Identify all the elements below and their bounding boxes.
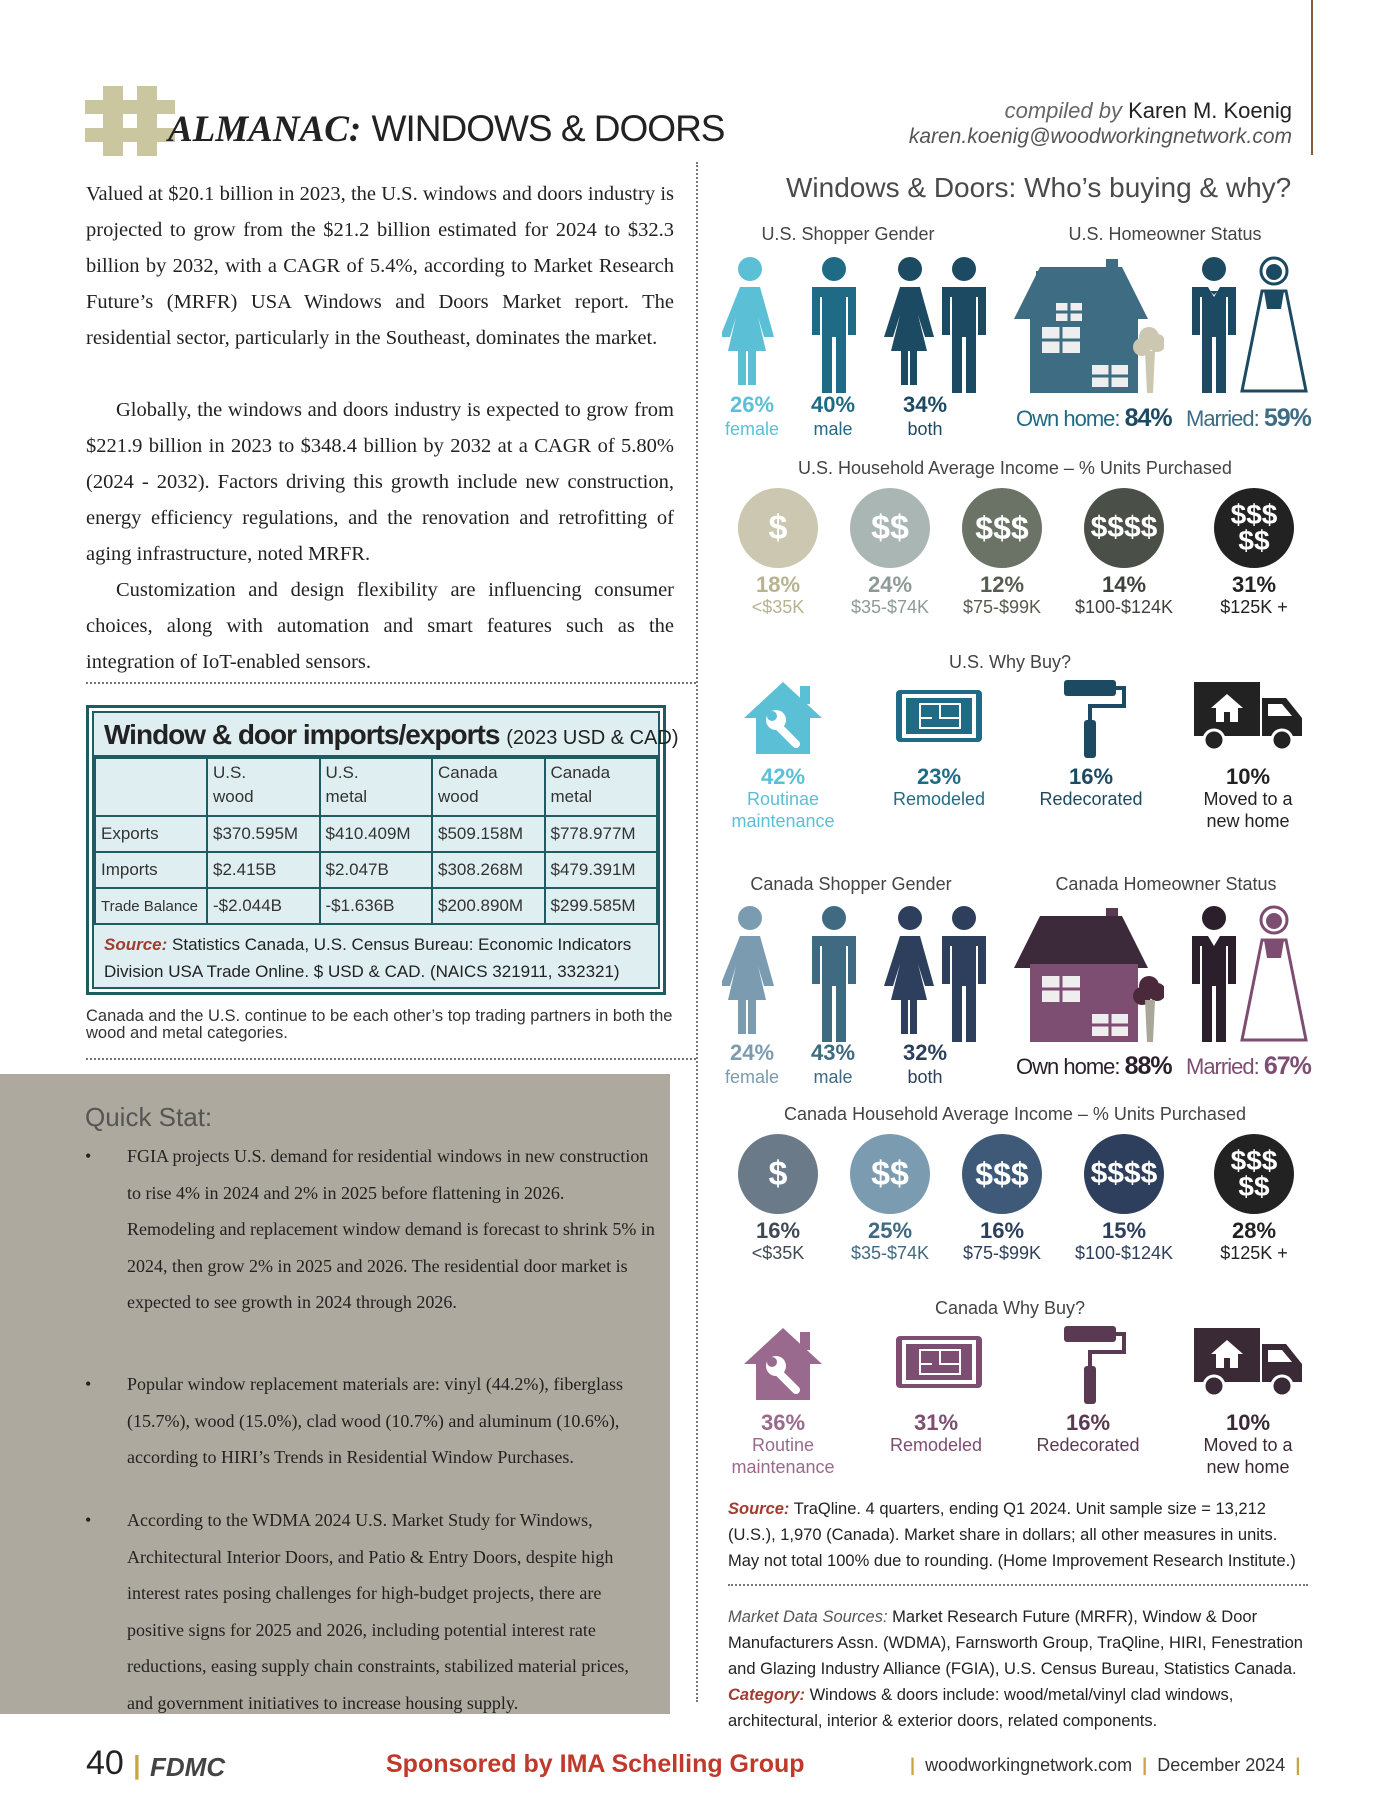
income-label: $100-$124K bbox=[1074, 1243, 1174, 1263]
income-pct: 15% bbox=[1101, 1218, 1147, 1243]
footer-site[interactable]: woodworkingnetwork.com bbox=[925, 1755, 1133, 1775]
income-label: $35-$74K bbox=[850, 597, 930, 617]
income-coin-3: $$$ bbox=[962, 1134, 1042, 1214]
income-label: $35-$74K bbox=[850, 1243, 930, 1263]
canada-female-label: female bbox=[724, 1067, 780, 1087]
income-coin-4: $$$$ bbox=[1084, 1134, 1164, 1214]
blueprint-icon bbox=[892, 1330, 986, 1394]
why-label: Redecorated bbox=[1039, 789, 1143, 809]
footer-info: | woodworkingnetwork.com | December 2024 | bbox=[910, 1755, 1301, 1775]
paint-roller-icon bbox=[1052, 1322, 1136, 1406]
income-pct: 25% bbox=[867, 1218, 913, 1243]
house-wrench-icon bbox=[742, 680, 824, 756]
house-wrench-icon bbox=[742, 1326, 824, 1402]
why-label: Moved to a new home bbox=[1203, 1435, 1293, 1477]
table-row bbox=[95, 816, 657, 852]
income-pct: 16% bbox=[755, 1218, 801, 1243]
col-header: U.S. metal bbox=[320, 758, 433, 816]
why-pct: 42% bbox=[760, 764, 806, 789]
canada-married: Married: 67% bbox=[1186, 1052, 1311, 1080]
income-coin-1: $ bbox=[738, 488, 818, 568]
canada-income-title: Canada Household Average Income – % Units Purchased bbox=[784, 1104, 1246, 1124]
intro-paragraph-3: Customization and design flexibility are influencing consumer choices, along with automation and smart features such as the integration of IoT-enabled sensors. bbox=[86, 579, 674, 673]
list-item: • FGIA projects U.S. demand for residential windows in new construction to rise 4% in 2024 and 2% in 2025 before flattening in 2026. Remodeling and replacement window demand is forecast to shrink 5% in 2024, then grow 2% in 2025 and 2026. The residential door market is expected to see growth in 2024 through 2026. bbox=[85, 1146, 655, 1312]
why-pct: 36% bbox=[760, 1410, 806, 1435]
why-label: Redecorated bbox=[1036, 1435, 1140, 1455]
why-label: Routinae maintenance bbox=[731, 789, 835, 831]
income-label: $125K + bbox=[1220, 1243, 1288, 1263]
divider bbox=[86, 1058, 696, 1060]
table-cell: $200.890M bbox=[432, 888, 545, 924]
income-label: $75-$99K bbox=[962, 597, 1042, 617]
title-rest: WINDOWS & DOORS bbox=[371, 108, 725, 149]
trade-table-box bbox=[86, 705, 679, 995]
fdmc-logo: FDMC bbox=[150, 1752, 226, 1782]
why-pct: 16% bbox=[1068, 764, 1114, 789]
canada-own-home: Own home: 88% bbox=[1016, 1052, 1172, 1080]
house-icon bbox=[1014, 904, 1164, 1044]
canada-male-pct: 43% bbox=[810, 1040, 856, 1065]
table-cell: $299.585M bbox=[545, 888, 658, 924]
income-coin-4: $$$$ bbox=[1084, 488, 1164, 568]
canada-female-pct: 24% bbox=[729, 1040, 775, 1065]
trade-table bbox=[94, 757, 658, 925]
us-male-pct: 40% bbox=[810, 392, 856, 417]
author-name: Karen M. Koenig bbox=[1128, 98, 1292, 123]
author-email[interactable]: karen.koenig@woodworkingnetwork.com bbox=[908, 125, 1292, 148]
row-label: Imports bbox=[95, 852, 207, 888]
moving-truck-icon bbox=[1192, 1326, 1304, 1398]
income-label: <$35K bbox=[751, 1243, 805, 1263]
intro-paragraph-1: Valued at $20.1 billion in 2023, the U.S. windows and doors industry is projected to grow from the $21.2 billion estimated for 2024 to $32.3 billion by 2032, with a CAGR of 5.4%, according to Market Research Future’s (MRFR) USA Windows and Doors Market report. The residential sector, particularly in the Southeast, dominates the market. bbox=[86, 183, 674, 349]
income-pct: 14% bbox=[1101, 572, 1147, 597]
page-title bbox=[168, 108, 725, 151]
col-header: U.S. wood bbox=[207, 758, 320, 816]
why-pct: 16% bbox=[1065, 1410, 1111, 1435]
table-cell: $778.977M bbox=[545, 816, 658, 852]
divider bbox=[728, 1584, 1308, 1586]
why-pct: 31% bbox=[913, 1410, 959, 1435]
income-coin-2: $$ bbox=[850, 1134, 930, 1214]
income-coin-3: $$$ bbox=[962, 488, 1042, 568]
blueprint-icon bbox=[892, 684, 986, 748]
wedding-couple-icon bbox=[1188, 255, 1308, 395]
trade-caption: Canada and the U.S. continue to be each other’s top trading partners in both the wood and metal categories. bbox=[86, 1007, 673, 1042]
table-row bbox=[95, 852, 657, 888]
us-status-title: U.S. Homeowner Status bbox=[1068, 224, 1262, 244]
income-label: <$35K bbox=[751, 597, 805, 617]
paint-roller-icon bbox=[1052, 676, 1136, 760]
infographic-source: Source: TraQline. 4 quarters, ending Q1 2024. Unit sample size = 13,212 (U.S.), 1,970 (Canada). Market share in dollars; all other measures in units. May not total 100% due to rounding. (Home Improvement Research Institute.) bbox=[728, 1500, 1296, 1570]
us-female-pct: 26% bbox=[729, 392, 775, 417]
us-income-title: U.S. Household Average Income – % Units Purchased bbox=[798, 458, 1232, 478]
footer-date: December 2024 bbox=[1157, 1755, 1286, 1775]
infographic-title: Windows & Doors: Who’s buying & why? bbox=[786, 172, 1292, 203]
canada-both-pct: 32% bbox=[902, 1040, 948, 1065]
why-label: Remodeled bbox=[889, 1435, 983, 1455]
byline bbox=[909, 98, 1292, 150]
table-cell: $2.047B bbox=[320, 852, 433, 888]
income-pct: 12% bbox=[979, 572, 1025, 597]
why-label: Routine maintenance bbox=[731, 1435, 835, 1477]
male-icon bbox=[806, 255, 862, 395]
income-coin-5: $$$ $$ bbox=[1214, 488, 1294, 568]
top-rule bbox=[1311, 0, 1313, 155]
income-coin-1: $ bbox=[738, 1134, 818, 1214]
income-pct: 28% bbox=[1231, 1218, 1277, 1243]
income-coin-5: $$$ $$ bbox=[1214, 1134, 1294, 1214]
canada-both-label: both bbox=[907, 1067, 943, 1087]
income-coin-2: $$ bbox=[850, 488, 930, 568]
us-gender-title: U.S. Shopper Gender bbox=[761, 224, 935, 244]
male-icon bbox=[806, 904, 862, 1044]
table-cell: $308.268M bbox=[432, 852, 545, 888]
table-cell: $509.158M bbox=[432, 816, 545, 852]
sponsor-line: Sponsored by IMA Schelling Group bbox=[386, 1750, 805, 1778]
title-bold: ALMANAC: bbox=[168, 109, 362, 150]
house-icon bbox=[1014, 255, 1164, 395]
why-pct: 10% bbox=[1225, 1410, 1271, 1435]
divider bbox=[86, 682, 696, 684]
list-item: • According to the WDMA 2024 U.S. Market Study for Windows, Architectural Interior Doors, and Patio & Entry Doors, despite high interest rates posing challenges for high-budget projects, there are positive signs for 2025 and 2026, including potential interest rate reductions, easing supply chain constraints, stabilized material prices, and government initiatives to increase housing supply. bbox=[85, 1510, 629, 1713]
table-cell: $370.595M bbox=[207, 816, 320, 852]
quick-stat-title: Quick Stat: bbox=[85, 1102, 213, 1132]
wedding-couple-icon bbox=[1188, 904, 1308, 1044]
table-cell: $479.391M bbox=[545, 852, 658, 888]
trade-table-note: (2023 USD & CAD) bbox=[506, 727, 679, 749]
canada-gender-title: Canada Shopper Gender bbox=[750, 874, 952, 894]
col-header: Canada metal bbox=[545, 758, 658, 816]
why-pct: 10% bbox=[1225, 764, 1271, 789]
table-cell: -$2.044B bbox=[207, 888, 320, 924]
market-sources: Market Data Sources: Market Research Future (MRFR), Window & Door Manufacturers Assn. (WDMA), Farnsworth Group, TraQline, HIRI, Fenestration and Glazing Industry Alliance (FGIA), U.S. Census Bureau, Statistics Canada. Category: Windows & doors include: wood/metal/vinyl clad windows, architectural, interior & exterior doors, related components. bbox=[728, 1608, 1303, 1730]
intro-paragraph-2: Globally, the windows and doors industry is expected to grow from $221.9 billion in 2023 to $348.4 billion by 2032 at a CAGR of 5.80% (2024 - 2032). Factors driving this growth include new construction, energy efficiency regulations, and the renovation and retrofitting of aging infrastructure, noted MRFR. bbox=[86, 399, 674, 565]
canada-status-title: Canada Homeowner Status bbox=[1055, 874, 1277, 894]
female-icon bbox=[722, 904, 778, 1044]
table-cell: $410.409M bbox=[320, 816, 433, 852]
row-label: Exports bbox=[95, 816, 207, 852]
why-label: Moved to a new home bbox=[1203, 789, 1293, 831]
income-pct: 24% bbox=[867, 572, 913, 597]
us-female-label: female bbox=[724, 419, 780, 439]
income-label: $75-$99K bbox=[962, 1243, 1042, 1263]
us-why-title: U.S. Why Buy? bbox=[948, 652, 1072, 672]
us-both-label: both bbox=[907, 419, 943, 439]
byline-label: compiled by bbox=[1004, 98, 1122, 123]
table-row bbox=[95, 888, 657, 924]
couple-icon bbox=[884, 904, 990, 1044]
us-own-home: Own home: 84% bbox=[1016, 404, 1172, 432]
canada-why-title: Canada Why Buy? bbox=[934, 1298, 1086, 1318]
why-pct: 23% bbox=[916, 764, 962, 789]
column-divider bbox=[696, 162, 698, 1702]
income-pct: 31% bbox=[1231, 572, 1277, 597]
trade-table-title: Window & door imports/exports (2023 USD & CAD) bbox=[94, 713, 658, 757]
canada-male-label: male bbox=[813, 1067, 853, 1087]
income-label: $100-$124K bbox=[1074, 597, 1174, 617]
us-married: Married: 59% bbox=[1186, 404, 1311, 432]
table-cell: $2.415B bbox=[207, 852, 320, 888]
trade-table-source: Source: Statistics Canada, U.S. Census Bureau: Economic Indicators Division USA Trade Online. $ USD & CAD. (NAICS 321911, 332321) bbox=[104, 935, 632, 981]
us-both-pct: 34% bbox=[902, 392, 948, 417]
us-male-label: male bbox=[813, 419, 853, 439]
income-label: $125K + bbox=[1220, 597, 1288, 617]
table-cell: -$1.636B bbox=[320, 888, 433, 924]
col-header: Canada wood bbox=[432, 758, 545, 816]
table-corner bbox=[95, 758, 207, 816]
moving-truck-icon bbox=[1192, 680, 1304, 752]
income-pct: 18% bbox=[755, 572, 801, 597]
why-label: Remodeled bbox=[892, 789, 986, 809]
female-icon bbox=[722, 255, 778, 395]
income-pct: 16% bbox=[979, 1218, 1025, 1243]
list-item: • Popular window replacement materials are: vinyl (44.2%), fiberglass (15.7%), wood (15.0%), clad wood (10.7%) and aluminum (10.6%), according to HIRI’s Trends in Residential Window Purchases. bbox=[85, 1374, 624, 1467]
hash-logo-icon bbox=[85, 86, 175, 156]
couple-icon bbox=[884, 255, 990, 395]
page-number: 40 | bbox=[86, 1744, 141, 1782]
row-label: Trade Balance bbox=[95, 888, 207, 924]
